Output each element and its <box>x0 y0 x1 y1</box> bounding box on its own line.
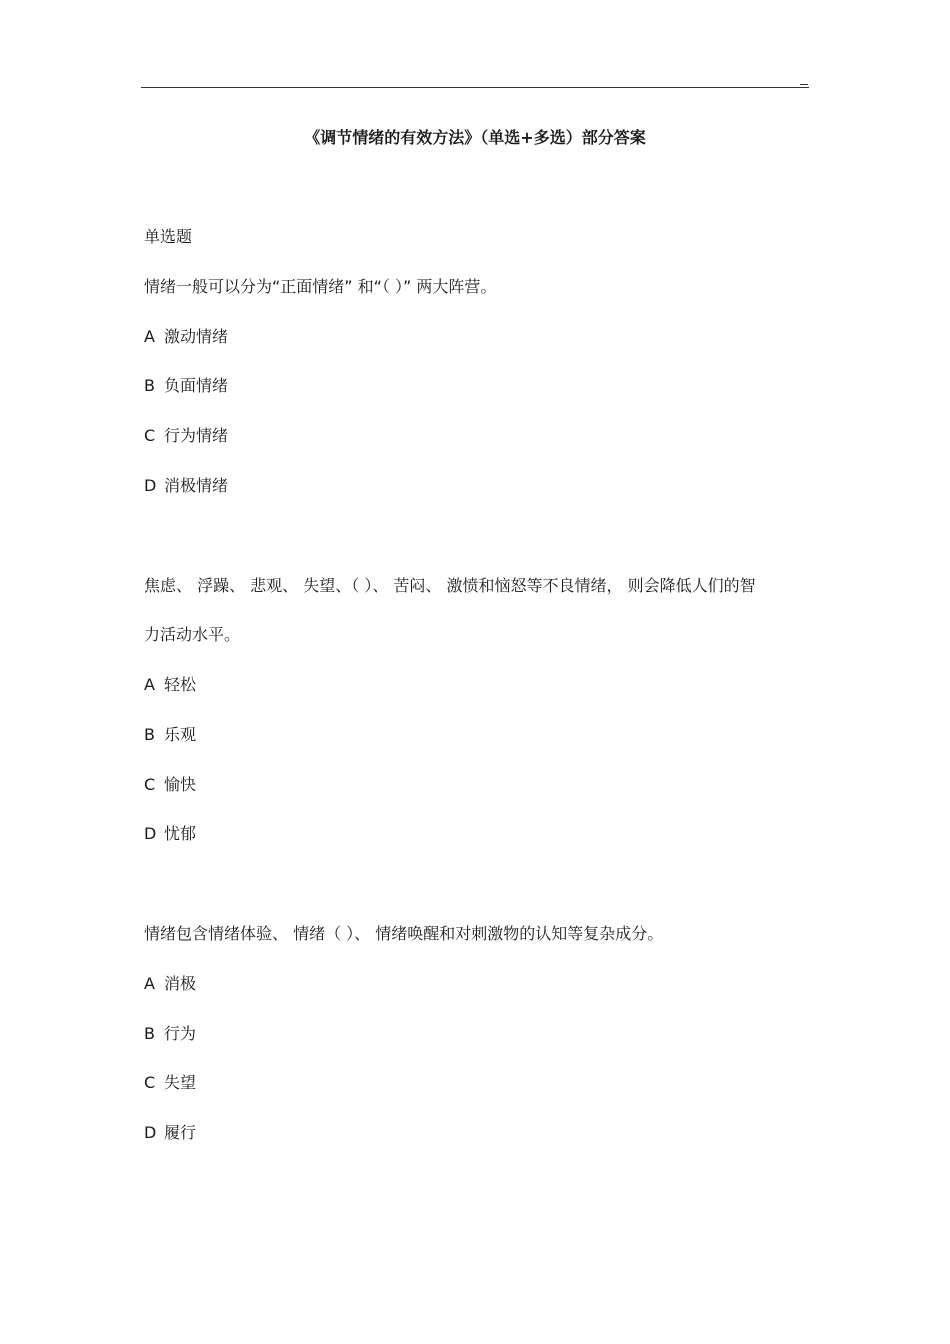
option-letter: A <box>144 675 155 694</box>
option-text: 忧郁 <box>164 824 197 843</box>
option-letter: D <box>144 824 157 843</box>
question-1-option-d <box>144 474 228 498</box>
question-3-option-b <box>144 1022 196 1046</box>
option-text: 行为情绪 <box>164 426 229 445</box>
question-1-option-a <box>144 325 228 349</box>
option-letter: A <box>144 327 155 346</box>
question-2-option-b <box>144 723 196 747</box>
document-title: 《调节情绪的有效方法》（单选+多选）部分答案 <box>304 128 646 147</box>
question-3-option-d <box>144 1121 196 1145</box>
option-text: 愉快 <box>164 775 197 794</box>
option-text: 负面情绪 <box>164 376 229 395</box>
option-letter: D <box>144 476 157 495</box>
option-text: 失望 <box>164 1073 197 1092</box>
option-letter: B <box>144 725 155 744</box>
option-letter: C <box>144 1073 156 1092</box>
option-text: 履行 <box>164 1123 197 1142</box>
option-text: 消极情绪 <box>164 476 229 495</box>
question-1-option-b <box>144 374 228 398</box>
option-letter: B <box>144 376 155 395</box>
question-2-option-c <box>144 773 196 797</box>
option-letter: C <box>144 426 156 445</box>
option-letter: C <box>144 775 156 794</box>
question-1-text: 情绪一般可以分为“正面情绪” 和“（ ）” 两大阵营。 <box>144 277 497 296</box>
option-text: 行为 <box>164 1024 197 1043</box>
question-1-option-c <box>144 424 228 448</box>
question-2-text-line-2: 力活动水平。 <box>144 625 241 644</box>
section-heading: 单选题 <box>144 227 193 246</box>
option-letter: B <box>144 1024 155 1043</box>
option-text: 激动情绪 <box>164 327 229 346</box>
option-text: 乐观 <box>164 725 197 744</box>
question-2-option-a <box>144 673 196 697</box>
header-tick-mark <box>800 84 808 85</box>
question-3-option-c <box>144 1071 196 1095</box>
header-rule <box>141 87 809 88</box>
option-letter: D <box>144 1123 157 1142</box>
option-text: 消极 <box>164 974 197 993</box>
question-3-option-a <box>144 972 196 996</box>
question-2-text-line-1: 焦虑、 浮躁、 悲观、 失望、（ ）、 苦闷、 激愤和恼怒等不良情绪， 则会降低人们的智 <box>144 576 756 595</box>
question-2-option-d <box>144 822 196 846</box>
option-letter: A <box>144 974 155 993</box>
question-3-text: 情绪包含情绪体验、 情绪（ ）、 情绪唤醒和对刺激物的认知等复杂成分。 <box>144 924 664 943</box>
option-text: 轻松 <box>164 675 197 694</box>
